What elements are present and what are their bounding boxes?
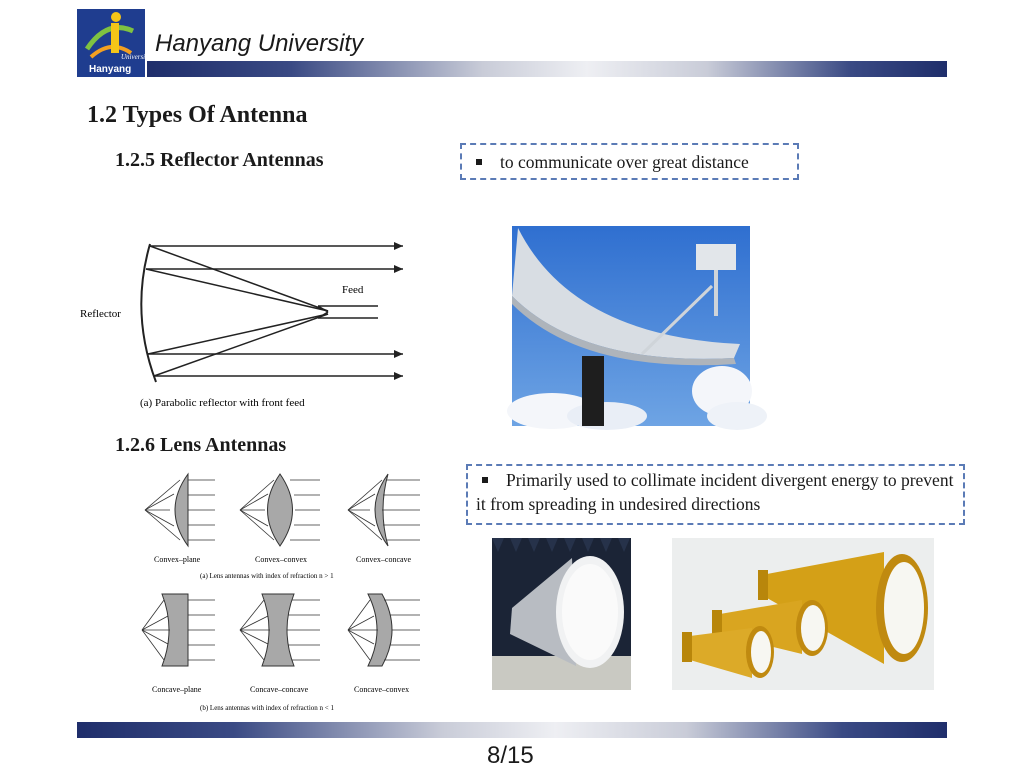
logo-text: Hanyang — [89, 64, 132, 75]
header-bar — [147, 61, 947, 77]
lens-label-6: Concave–convex — [354, 685, 410, 694]
note-lens-text: Primarily used to collimate incident divergent energy to prevent it from spreading in undesired directions — [476, 470, 954, 514]
note-reflector-text: to communicate over great distance — [500, 152, 749, 172]
lens-label-4: Concave–plane — [152, 685, 202, 694]
slide-title: 1.2 Types Of Antenna — [87, 102, 308, 128]
lens-diagrams — [140, 466, 430, 716]
lens-caption-top: (a) Lens antennas with index of refraction n > 1 — [200, 572, 334, 580]
reflector-caption: (a) Parabolic reflector with front feed — [140, 397, 305, 409]
feed-label: Feed — [342, 284, 364, 296]
footer-bar — [77, 722, 947, 738]
lens-label-1: Convex–plane — [154, 555, 201, 564]
note-lens — [466, 464, 965, 525]
bullet-icon — [476, 159, 482, 165]
section-heading-reflector: 1.2.5 Reflector Antennas — [115, 149, 324, 171]
section-heading-lens: 1.2.6 Lens Antennas — [115, 434, 287, 456]
lens-antenna-photo — [492, 538, 631, 690]
bullet-icon — [482, 477, 488, 483]
note-reflector — [460, 143, 799, 180]
lens-label-3: Convex–concave — [356, 555, 412, 564]
university-name: Hanyang University — [155, 30, 364, 57]
lens-caption-bottom: (b) Lens antennas with index of refraction n < 1 — [200, 704, 334, 712]
university-logo — [77, 9, 151, 77]
page-number: 8/15 — [487, 742, 534, 769]
reflector-diagram — [78, 236, 410, 414]
logo-subtext: University — [121, 53, 151, 61]
lens-label-2: Convex–convex — [255, 555, 307, 564]
lens-label-5: Concave–concave — [250, 685, 309, 694]
reflector-label: Reflector — [80, 308, 121, 320]
horn-lens-antennas-photo — [672, 538, 934, 690]
reflector-photo — [512, 226, 750, 426]
